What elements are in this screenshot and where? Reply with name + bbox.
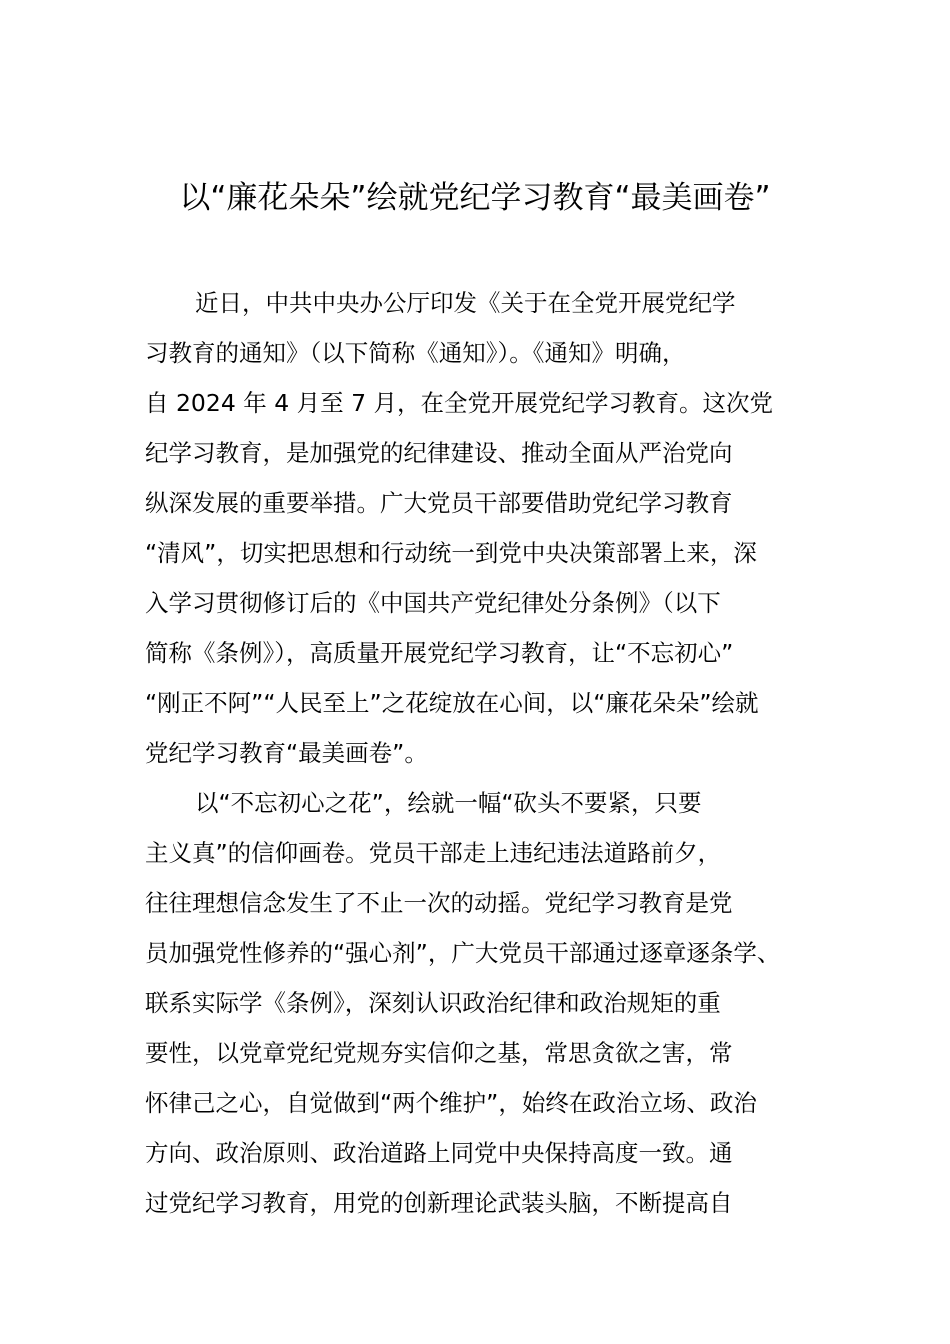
paragraph-2-line-7: 怀律己之心，自觉做到“两个维护”，始终在政治立场、政治: [145, 1089, 757, 1117]
paragraph-1-line-1: 近日，中共中央办公厅印发《关于在全党开展党纪学: [195, 289, 736, 317]
document-body: [145, 278, 825, 1228]
paragraph-2-line-4: 员加强党性修养的“强心剂”，广大党员干部通过逐章逐条学、: [145, 939, 781, 967]
paragraph-1-line-8: 简称《条例》），高质量开展党纪学习教育，让“不忘初心”: [145, 639, 734, 667]
paragraph-2-line-9: 过党纪学习教育，用党的创新理论武装头脑，不断提高自: [145, 1189, 733, 1217]
paragraph-2-line-1: 以“不忘初心之花”，绘就一幅“砍头不要紧，只要: [195, 789, 702, 817]
paragraph-2-line-6: 要性，以党章党纪党规夯实信仰之基，常思贪欲之害，常: [145, 1039, 733, 1067]
paragraph-2-line-5: 联系实际学《条例》，深刻认识政治纪律和政治规矩的重: [145, 989, 721, 1017]
paragraph-1-line-7: 入学习贯彻修订后的《中国共产党纪律处分条例》（以下: [145, 589, 721, 617]
paragraph-1-line-10: 党纪学习教育“最美画卷”。: [145, 739, 428, 767]
paragraph-1-line-6: “清风”，切实把思想和行动统一到党中央决策部署上来，深: [145, 539, 757, 567]
paragraph-1-line-3: 自 2024 年 4 月至 7 月，在全党开展党纪学习教育。这次党: [145, 389, 774, 417]
paragraph-2-line-3: 往往理想信念发生了不止一次的动摇。党纪学习教育是党: [145, 889, 733, 917]
paragraph-1-line-4: 纪学习教育，是加强党的纪律建设、推动全面从严治党向: [145, 439, 733, 467]
paragraph-2-line-2: 主义真”的信仰画卷。党员干部走上违纪违法道路前夕，: [145, 839, 722, 867]
paragraph-1-line-2: 习教育的通知》（以下简称《通知》）。《通知》明确，: [145, 339, 686, 367]
paragraph-2-line-8: 方向、政治原则、政治道路上同党中央保持高度一致。通: [145, 1139, 733, 1167]
document-title: 以“廉花朵朵”绘就党纪学习教育“最美画卷”: [179, 180, 771, 216]
paragraph-1-line-9: “刚正不阿”“人民至上”之花绽放在心间，以“廉花朵朵”绘就: [145, 689, 759, 717]
paragraph-1-line-5: 纵深发展的重要举措。广大党员干部要借助党纪学习教育: [145, 489, 733, 517]
